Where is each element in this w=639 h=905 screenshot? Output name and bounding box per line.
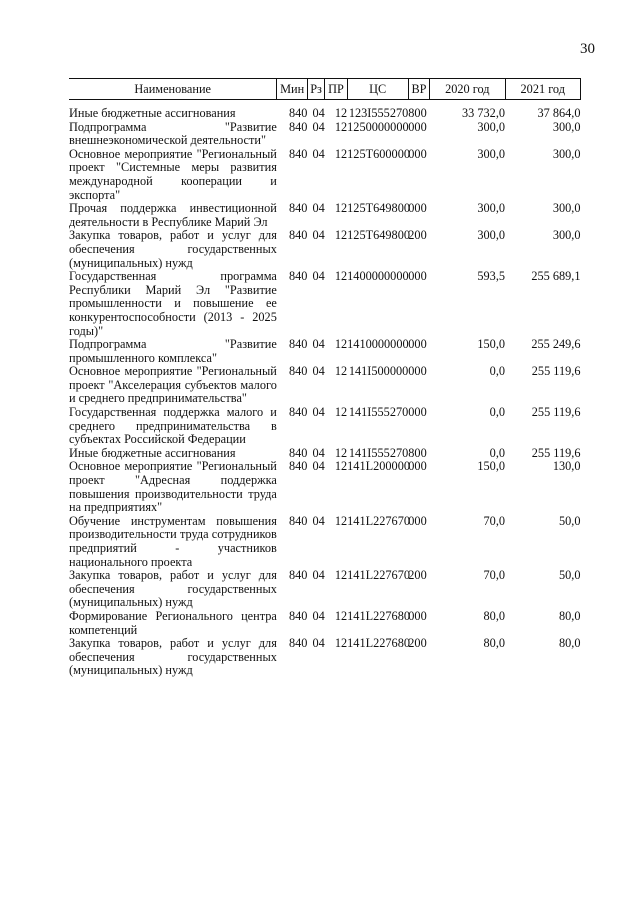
row-name-cell: Обучение инструментам повышения производительности труда сотрудников предприятий - участников национального проекта [69, 513, 277, 569]
header-rz: Рз [307, 79, 324, 100]
row-name-cell: Закупка товаров, работ и услуг для обеспечения государственных (муниципальных) нужд [69, 228, 277, 270]
row-2020-cell: 0,0 [489, 405, 506, 420]
row-name-cell: Основное мероприятие "Региональный проект "Адресная поддержка повышения производительности труда на предприятиях" [69, 459, 277, 515]
row-name-cell: Государственная программа Республики Марий Эл "Развитие промышленности и повышение ее конкурентоспособности (2013 - 2025 годы)" [69, 269, 277, 338]
row-cs-cell: 141L227670 [347, 513, 410, 528]
row-rz-cell: 04 [312, 568, 325, 583]
row-min-cell: 840 [288, 337, 308, 352]
row-rz-cell: 04 [312, 608, 325, 623]
row-rz-cell: 04 [312, 269, 325, 284]
row-pr-cell: 12 [334, 228, 348, 243]
row-2020-cell: 300,0 [477, 201, 506, 216]
table-row [69, 121, 581, 148]
table-row [69, 637, 581, 678]
header-cs: ЦС [347, 79, 408, 100]
row-cs-cell: 125T600000 [347, 146, 410, 161]
row-2021-cell: 255 119,6 [531, 405, 581, 420]
row-cs-cell: 141L227680 [347, 636, 410, 651]
row-cs-cell: 1250000000 [347, 119, 409, 134]
header-pr: ПР [325, 79, 347, 100]
row-vr-cell: 000 [408, 513, 427, 528]
row-2020-cell: 150,0 [477, 337, 506, 352]
row-2021-cell: 37 864,0 [537, 106, 581, 120]
row-vr-cell: 000 [408, 337, 427, 352]
row-2020-cell: 70,0 [483, 513, 506, 528]
row-min-cell: 840 [288, 269, 308, 284]
row-name-cell: Закупка товаров, работ и услуг для обеспечения государственных (муниципальных) нужд [69, 636, 277, 678]
row-min-cell: 840 [288, 146, 308, 161]
row-name-cell: Формирование Регионального центра компетенций [69, 608, 277, 637]
row-2020-cell: 80,0 [483, 608, 506, 623]
row-min-cell: 840 [288, 608, 308, 623]
row-cs-cell: 141I500000 [348, 364, 409, 379]
row-min-cell: 840 [288, 405, 308, 420]
row-2020-cell: 150,0 [477, 459, 506, 474]
row-name-cell: Закупка товаров, работ и услуг для обеспечения государственных (муниципальных) нужд [69, 568, 277, 610]
table-row [69, 270, 581, 338]
row-min-cell: 840 [288, 445, 308, 460]
row-2021-cell: 300,0 [552, 146, 581, 161]
table-row [69, 229, 581, 270]
row-vr-cell: 000 [408, 269, 427, 284]
row-rz-cell: 04 [312, 459, 325, 474]
row-2021-cell: 130,0 [552, 459, 581, 474]
table-row [69, 107, 581, 121]
row-min-cell: 840 [288, 228, 308, 243]
row-2021-cell: 255 119,6 [531, 445, 581, 460]
table-header-row [69, 79, 581, 100]
row-vr-cell: 000 [408, 146, 427, 161]
row-name-cell: Основное мероприятие "Региональный проект "Системные меры развития международной кооперации и экспорта" [69, 146, 277, 202]
row-vr-cell: 200 [408, 636, 427, 651]
row-vr-cell: 000 [408, 459, 427, 474]
row-name-cell: Иные бюджетные ассигнования [69, 106, 236, 120]
table-row [69, 515, 581, 569]
row-rz-cell: 04 [312, 106, 325, 120]
table-row [69, 447, 581, 461]
row-cs-cell: 141I555270 [348, 445, 409, 460]
row-cs-cell: 141L227670 [347, 568, 410, 583]
table-row [69, 202, 581, 229]
row-min-cell: 840 [288, 568, 308, 583]
row-vr-cell: 000 [408, 405, 427, 420]
row-vr-cell: 200 [408, 228, 427, 243]
row-pr-cell: 12 [334, 568, 348, 583]
table-row [69, 338, 581, 365]
row-vr-cell: 000 [408, 608, 427, 623]
header-min: Мин [277, 79, 308, 100]
row-2020-cell: 300,0 [477, 146, 506, 161]
row-name-cell: Подпрограмма "Развитие промышленного комплекса" [69, 337, 277, 365]
row-min-cell: 840 [288, 119, 308, 134]
row-vr-cell: 000 [408, 119, 427, 134]
row-vr-cell: 800 [408, 106, 427, 120]
table-row [69, 460, 581, 514]
table-row [69, 569, 581, 610]
header-2021: 2021 год [505, 79, 580, 100]
header-2020: 2020 год [430, 79, 505, 100]
row-2020-cell: 593,5 [477, 269, 506, 284]
row-pr-cell: 12 [334, 201, 348, 216]
row-2021-cell: 300,0 [552, 228, 581, 243]
row-cs-cell: 1410000000 [347, 337, 409, 352]
row-2021-cell: 80,0 [558, 608, 581, 623]
row-min-cell: 840 [288, 364, 308, 379]
row-vr-cell: 800 [408, 445, 427, 460]
row-2021-cell: 255 119,6 [531, 364, 581, 379]
row-name-cell: Основное мероприятие "Региональный проект "Акселерация субъектов малого и среднего предпринимательства" [69, 364, 277, 406]
row-rz-cell: 04 [312, 405, 325, 420]
row-vr-cell: 200 [408, 568, 427, 583]
row-pr-cell: 12 [334, 106, 348, 120]
row-rz-cell: 04 [312, 201, 325, 216]
row-min-cell: 840 [288, 513, 308, 528]
row-2020-cell: 300,0 [477, 119, 506, 134]
page-number: 30 [580, 41, 595, 57]
row-rz-cell: 04 [312, 364, 325, 379]
row-rz-cell: 04 [312, 146, 325, 161]
row-pr-cell: 12 [334, 364, 348, 379]
row-2020-cell: 300,0 [477, 228, 506, 243]
row-pr-cell: 12 [334, 146, 348, 161]
table-row [69, 406, 581, 447]
row-2021-cell: 300,0 [552, 201, 581, 216]
budget-table [69, 78, 581, 678]
header-vr: ВР [408, 79, 429, 100]
row-cs-cell: 141L200000 [347, 459, 410, 474]
row-2020-cell: 33 732,0 [462, 106, 506, 120]
row-pr-cell: 12 [334, 513, 348, 528]
row-2021-cell: 50,0 [558, 513, 581, 528]
row-2021-cell: 300,0 [552, 119, 581, 134]
header-name: Наименование [69, 79, 277, 100]
row-min-cell: 840 [288, 201, 308, 216]
row-pr-cell: 12 [334, 269, 348, 284]
table-row [69, 610, 581, 637]
row-rz-cell: 04 [312, 513, 325, 528]
row-pr-cell: 12 [334, 119, 348, 134]
row-name-cell: Прочая поддержка инвестиционной деятельности в Республике Марий Эл [69, 201, 277, 229]
row-pr-cell: 12 [334, 459, 348, 474]
row-vr-cell: 000 [408, 201, 427, 216]
row-name-cell: Подпрограмма "Развитие внешнеэкономической деятельности" [69, 119, 277, 148]
row-min-cell: 840 [288, 459, 308, 474]
row-name-cell: Государственная поддержка малого и среднего предпринимательства в субъектах Российской Федерации [69, 405, 277, 447]
row-2021-cell: 255 689,1 [531, 269, 581, 284]
table-row [69, 365, 581, 406]
row-pr-cell: 12 [334, 636, 348, 651]
row-rz-cell: 04 [312, 445, 325, 460]
row-min-cell: 840 [288, 106, 308, 120]
row-vr-cell: 000 [408, 364, 427, 379]
row-name-cell: Иные бюджетные ассигнования [69, 445, 236, 460]
row-rz-cell: 04 [312, 119, 325, 134]
row-2020-cell: 70,0 [483, 568, 506, 583]
row-rz-cell: 04 [312, 228, 325, 243]
row-2020-cell: 0,0 [489, 364, 506, 379]
table-body [69, 100, 581, 678]
row-cs-cell: 141L227680 [347, 608, 410, 623]
row-pr-cell: 12 [334, 608, 348, 623]
row-2021-cell: 80,0 [558, 636, 581, 651]
row-min-cell: 840 [288, 636, 308, 651]
row-cs-cell: 125T649800 [347, 201, 410, 216]
row-pr-cell: 12 [334, 445, 348, 460]
row-2021-cell: 50,0 [558, 568, 581, 583]
row-cs-cell: 123I555270 [348, 106, 409, 120]
row-pr-cell: 12 [334, 337, 348, 352]
row-rz-cell: 04 [312, 337, 325, 352]
table-row [69, 148, 581, 202]
row-2020-cell: 0,0 [489, 445, 506, 460]
row-cs-cell: 125T649800 [347, 228, 410, 243]
row-pr-cell: 12 [334, 405, 348, 420]
row-2020-cell: 80,0 [483, 636, 506, 651]
row-cs-cell: 141I555270 [348, 405, 409, 420]
row-rz-cell: 04 [312, 636, 325, 651]
row-cs-cell: 1400000000 [347, 269, 409, 284]
row-2021-cell: 255 249,6 [531, 337, 581, 352]
